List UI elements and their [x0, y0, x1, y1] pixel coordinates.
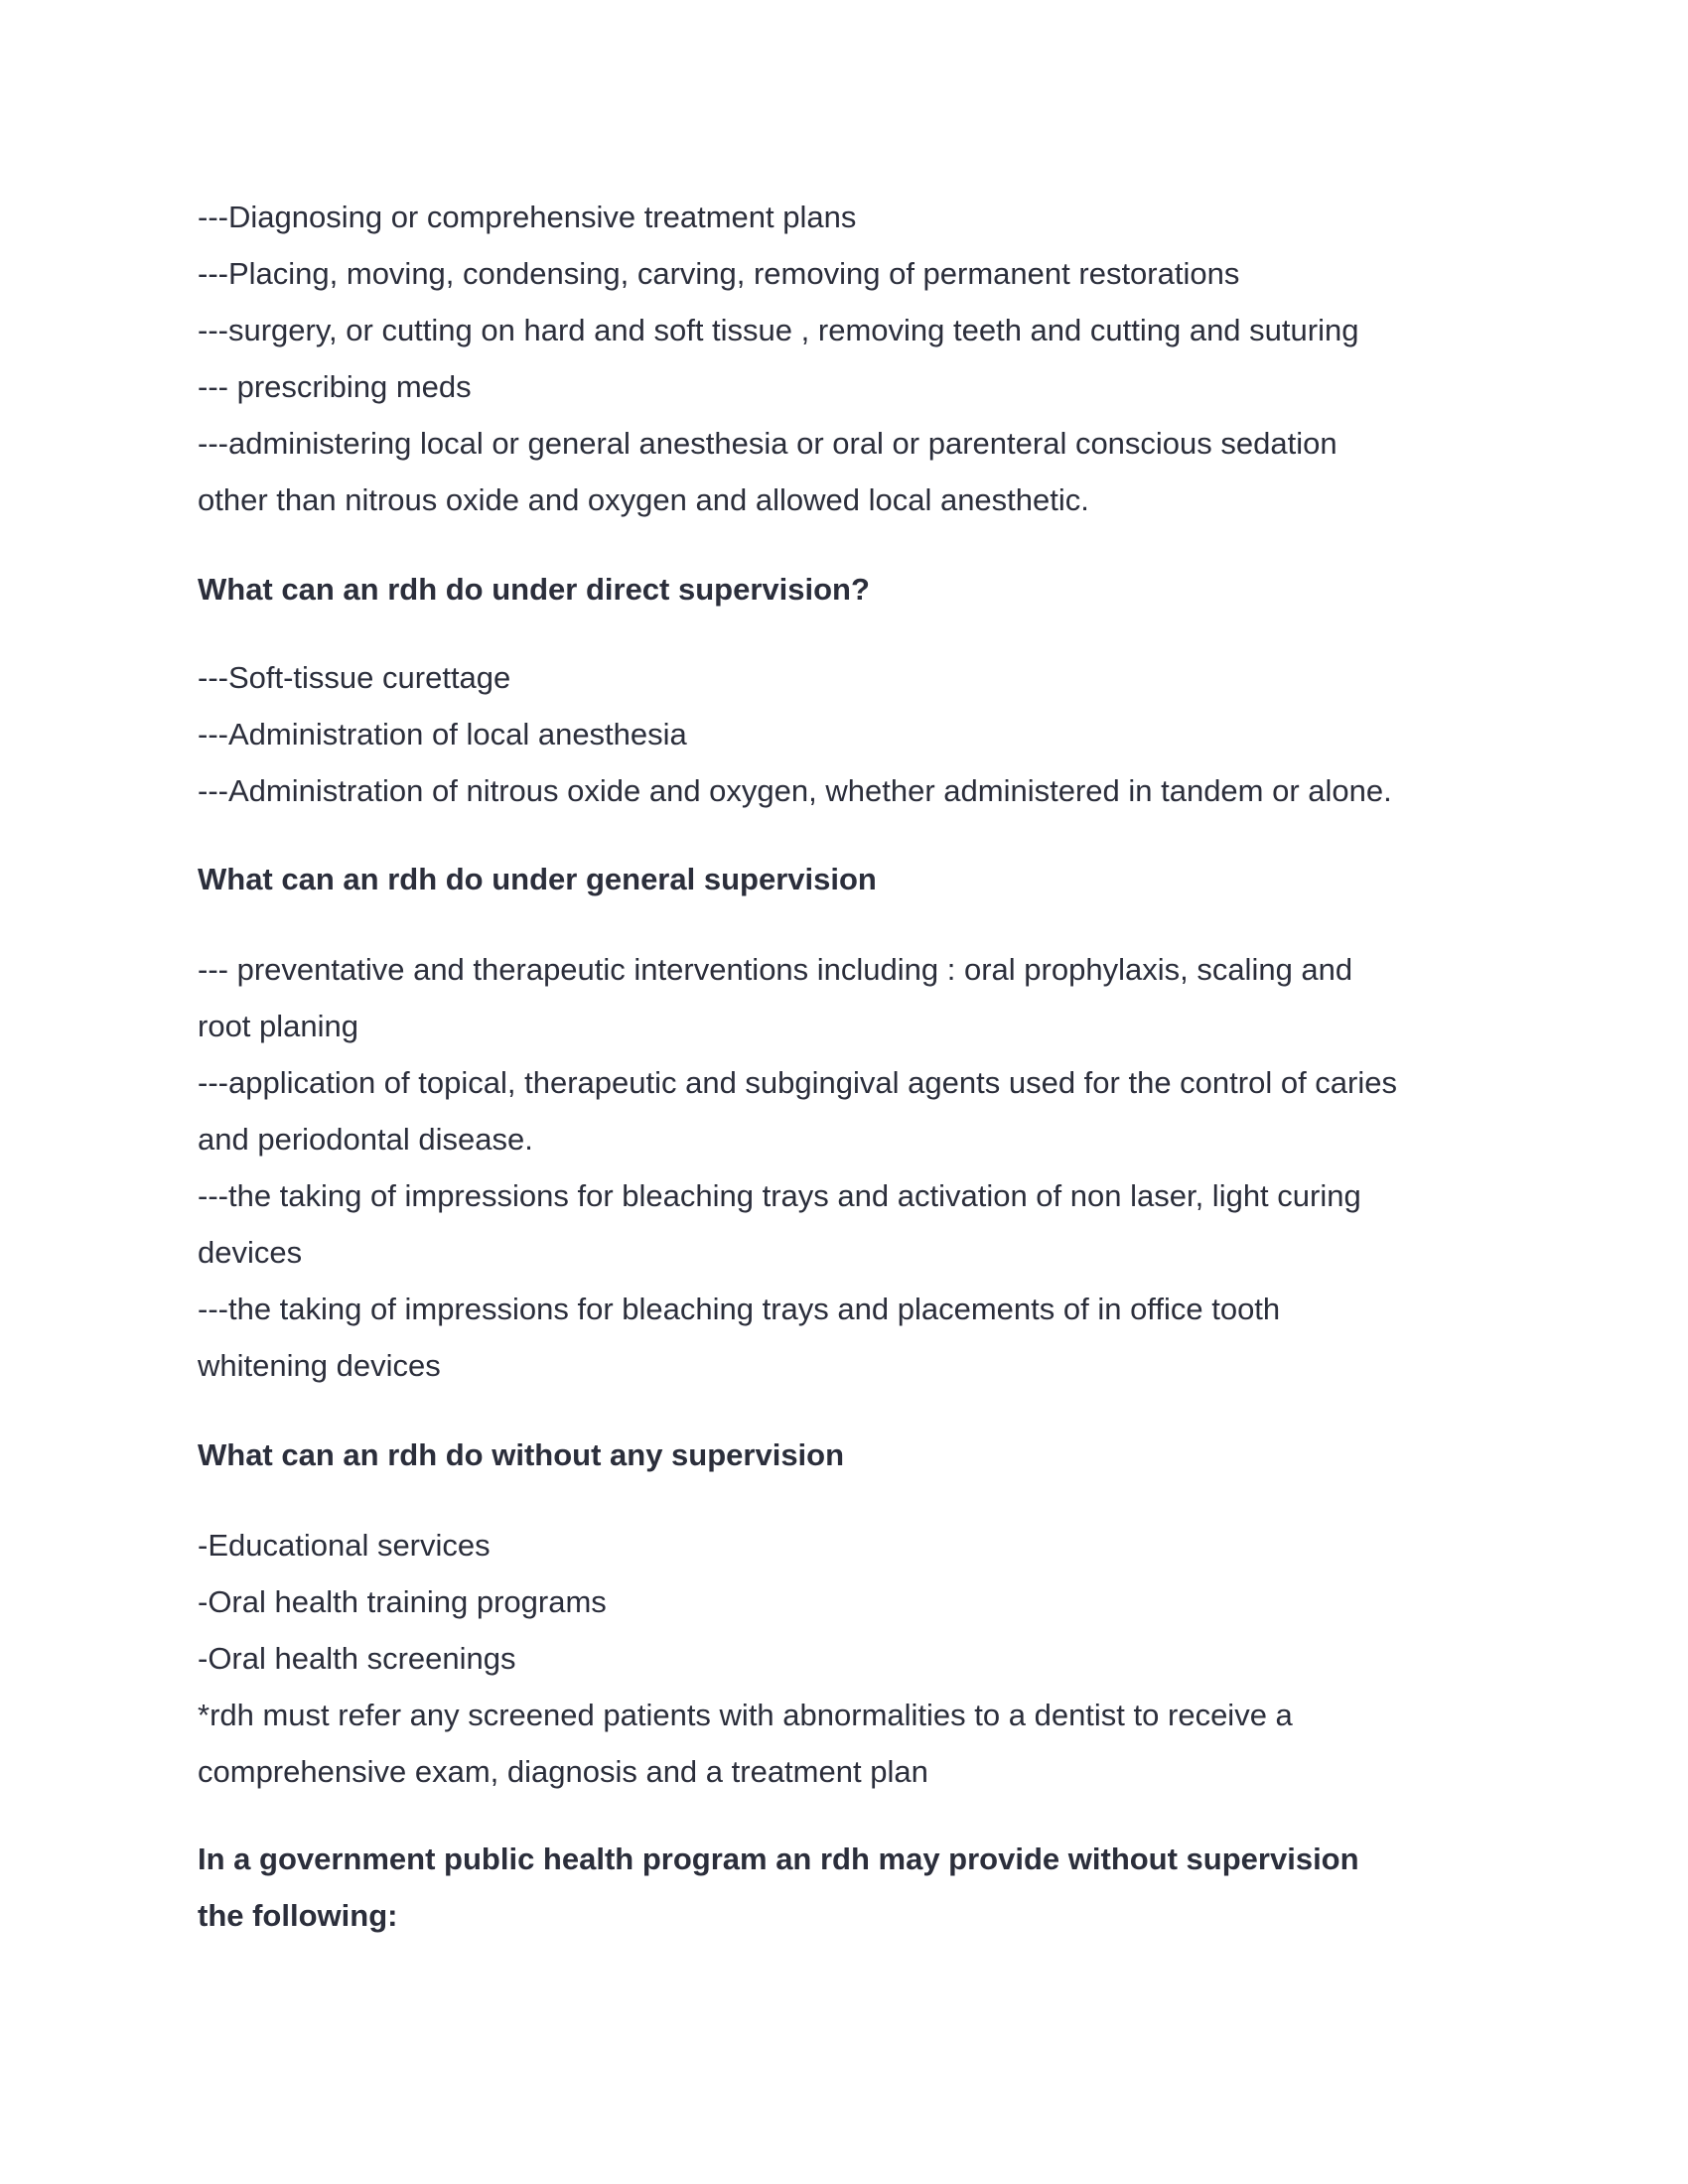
list-line: ---administering local or general anesthesia or oral or parenteral conscious sedation: [198, 426, 1337, 461]
heading-text: What can an rdh do without any supervision: [198, 1437, 845, 1472]
heading-text: What can an rdh do under general supervision: [198, 862, 877, 896]
list-line: ---application of topical, therapeutic and subgingival agents used for the control of caries: [198, 1065, 1397, 1100]
list-line: -Educational services: [198, 1528, 491, 1563]
list-line: whitening devices: [198, 1348, 441, 1383]
heading-text: In a government public health program an rdh may provide without supervision: [198, 1842, 1359, 1876]
list-line: root planing: [198, 1009, 359, 1043]
list-line: and periodontal disease.: [198, 1122, 533, 1157]
list-line: ---Soft-tissue curettage: [198, 660, 511, 695]
heading-general-supervision: [198, 851, 877, 907]
list-line: *rdh must refer any screened patients with abnormalities to a dentist to receive a: [198, 1698, 1293, 1732]
list-line: --- prescribing meds: [198, 369, 472, 404]
list-line: --- preventative and therapeutic interventions including : oral prophylaxis, scaling and: [198, 952, 1353, 987]
list-line: ---the taking of impressions for bleaching trays and placements of in office tooth: [198, 1292, 1281, 1326]
list-line: ---Administration of local anesthesia: [198, 717, 687, 751]
list-line: -Oral health training programs: [198, 1584, 607, 1619]
list-line: ---Administration of nitrous oxide and oxygen, whether administered in tandem or alone.: [198, 773, 1392, 808]
list-line: devices: [198, 1235, 303, 1270]
list-line: ---surgery, or cutting on hard and soft tissue , removing teeth and cutting and suturing: [198, 313, 1359, 347]
prohibited-duties-list: [198, 189, 1358, 528]
list-line: comprehensive exam, diagnosis and a treatment plan: [198, 1754, 928, 1789]
list-line: ---the taking of impressions for bleaching trays and activation of non laser, light curing: [198, 1178, 1361, 1213]
list-line: other than nitrous oxide and oxygen and allowed local anesthetic.: [198, 482, 1089, 517]
list-line: ---Diagnosing or comprehensive treatment plans: [198, 200, 857, 234]
list-line: -Oral health screenings: [198, 1641, 516, 1676]
heading-no-supervision: [198, 1427, 844, 1483]
heading-text: What can an rdh do under direct supervision?: [198, 572, 870, 607]
general-supervision-list: [198, 941, 1397, 1394]
heading-direct-supervision: [198, 561, 870, 617]
list-line: ---Placing, moving, condensing, carving, removing of permanent restorations: [198, 256, 1240, 291]
no-supervision-list: [198, 1517, 1293, 1800]
heading-public-health-program: [198, 1831, 1359, 1944]
direct-supervision-list: [198, 649, 1392, 819]
heading-text: the following:: [198, 1898, 398, 1933]
